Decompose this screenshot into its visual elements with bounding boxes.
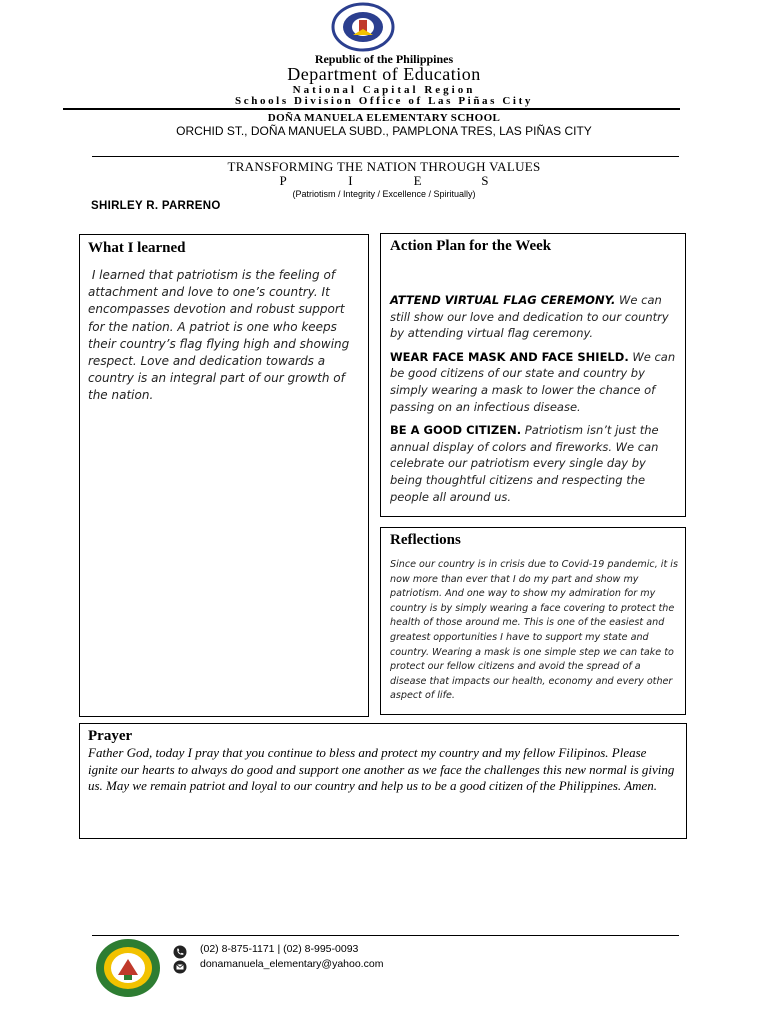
region-heading: National Capital Region bbox=[292, 84, 476, 96]
email-icon bbox=[173, 960, 187, 974]
deped-seal-logo bbox=[331, 2, 395, 52]
pies-letter: S bbox=[481, 173, 489, 188]
school-seal-logo bbox=[94, 937, 162, 999]
action-item bbox=[390, 349, 678, 415]
school-address: ORCHID ST., DOÑA MANUELA SUBD., PAMPLONA TRES, LAS PIÑAS CITY bbox=[176, 124, 592, 138]
action-item-lead: ATTEND VIRTUAL FLAG CEREMONY bbox=[390, 293, 611, 307]
what-i-learned-text bbox=[88, 267, 356, 405]
action-item-lead: WEAR FACE MASK AND FACE SHIELD bbox=[390, 349, 625, 364]
action-item-lead-suffix: . bbox=[611, 293, 616, 307]
prayer-text: Father God, today I pray that you continue to bless and protect my country and my fellow Filipinos. Please ignite our hearts to always do good and support one another as we face the challenges this new normal is giving us. May we remain patriot and loyal to our country and help us to be a good citizen of the Philippines. Amen. bbox=[88, 745, 675, 793]
reflections-box bbox=[380, 527, 686, 715]
action-item bbox=[390, 422, 678, 505]
action-plan-title: Action Plan for the Week bbox=[390, 238, 552, 254]
department-heading: Department of Education bbox=[287, 64, 481, 84]
action-item-text: Patriotism isn’t just the annual display of colors and fireworks. We can celebrate our patriotism every single day by being thoughtful citizens and respecting the people all around us. bbox=[390, 423, 659, 504]
what-i-learned-body: I learned that patriotism is the feeling of attachment and love to one’s country. It encompasses devotion and robust support for the nation. A patriot is one who keeps their country’s flag flying high and showing respect. Love and dedication towards a country is an integral part of our growth of the nation. bbox=[88, 268, 350, 403]
phone-icon bbox=[173, 945, 187, 959]
school-name: DOÑA MANUELA ELEMENTARY SCHOOL bbox=[267, 112, 501, 124]
pies-letter: P bbox=[279, 173, 287, 188]
action-plan-list bbox=[390, 292, 678, 512]
header-divider bbox=[63, 108, 680, 110]
what-i-learned-title: What I learned bbox=[88, 240, 186, 256]
action-item-text: We can still show our love and dedication to our country by attending virtual flag ceremony. bbox=[390, 293, 669, 341]
action-item-lead: BE A GOOD CITIZEN. bbox=[390, 423, 522, 438]
prayer-title: Prayer bbox=[88, 728, 133, 744]
reflections-title: Reflections bbox=[390, 532, 461, 548]
pies-letters bbox=[0, 173, 768, 189]
reflections-text: Since our country is in crisis due to Covid-19 pandemic, it is now more than ever that I do my part and show my patriotism. And one way to show my admiration for my country is by simply wearing a face covering to protect the health of those around me. This is one of the easiest and greatest opportunities I have to support my state and country. Wearing a mask is one simple step we can take to protect our fellow citizens and avoid the spread of a disease that impacts our health, economy and every other aspect of life. bbox=[390, 559, 678, 702]
pies-letter: I bbox=[348, 173, 353, 188]
action-item-text: We can be good citizens of our state and country by simply wearing a mask to lower the chance of passing on an infectious disease. bbox=[390, 349, 676, 414]
phone-numbers: (02) 8-875-1171 | (02) 8-995-0093 bbox=[200, 943, 359, 955]
motto-heading: TRANSFORMING THE NATION THROUGH VALUES bbox=[227, 159, 541, 174]
prayer-box bbox=[79, 723, 687, 839]
what-i-learned-box bbox=[79, 234, 369, 717]
address-divider bbox=[92, 156, 679, 157]
division-heading: Schools Division Office of Las Piñas City bbox=[235, 95, 533, 107]
footer-divider bbox=[92, 935, 679, 936]
action-item bbox=[390, 292, 678, 342]
action-plan-box bbox=[380, 233, 686, 517]
student-name: SHIRLEY R. PARRENO bbox=[91, 200, 221, 212]
email-address[interactable]: donamanuela_elementary@yahoo.com bbox=[200, 958, 384, 970]
pies-description: (Patriotism / Integrity / Excellence / Spiritually) bbox=[292, 189, 476, 199]
action-item-lead-suffix: . bbox=[624, 349, 629, 364]
republic-heading: Republic of the Philippines bbox=[314, 52, 454, 66]
pies-letter: E bbox=[413, 173, 422, 188]
